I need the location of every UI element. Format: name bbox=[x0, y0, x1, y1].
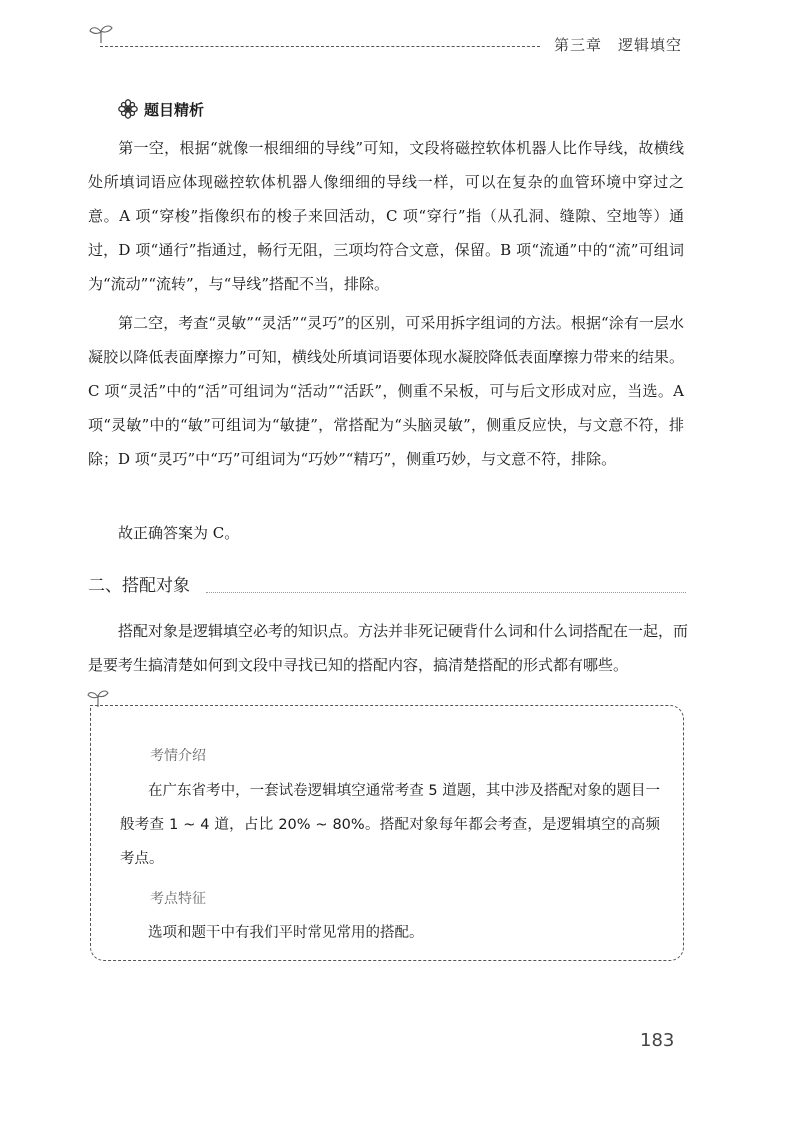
answer-line: 故正确答案为 C。 bbox=[118, 524, 240, 542]
section-title-divider bbox=[206, 592, 686, 593]
analysis-paragraph-2-text: 第二空，考查“灵敏”“灵活”“灵巧”的区别，可采用拆字组词的方法。根据“涂有一层水凝胶以降低表面摩擦力”可知，横线处所填词语要体现水凝胶降低表面摩擦力带来的结果。C 项“灵活”中的“活”可组词为“活动”“活跃”，侧重不呆板，可与后文形成对应，当选。A 项“灵敏”中的“敏”可组词为“敏捷”，常搭配为“头脑灵敏”，侧重反应快，与文意不符，排除；D 项“灵巧”中“巧”可组词为“巧妙”“精巧”，侧重巧妙，与文意不符，排除。 bbox=[88, 314, 684, 468]
analysis-paragraph-1 bbox=[88, 131, 684, 301]
analysis-heading bbox=[118, 98, 204, 120]
exam-intro-text bbox=[120, 774, 660, 876]
analysis-paragraph-2 bbox=[88, 306, 684, 476]
section-intro bbox=[88, 614, 688, 682]
exam-intro-text-content: 在广东省考中，一套试卷逻辑填空通常考查 5 道题，其中涉及搭配对象的题目一般考查 1 ~ 4 道，占比 20% ~ 80%。搭配对象每年都会考查，是逻辑填空的高频考点。 bbox=[120, 783, 660, 867]
section-label: 逻辑填空 bbox=[618, 36, 683, 54]
analysis-heading-label: 题目精析 bbox=[144, 100, 205, 119]
feature-label: 考点特征 bbox=[150, 891, 206, 907]
section-intro-text: 搭配对象是逻辑填空必考的知识点。方法并非死记硬背什么词和什么词搭配在一起，而是要考生搞清楚如何到文段中寻找已知的搭配内容，搞清楚搭配的形式都有哪些。 bbox=[88, 622, 689, 674]
section-title: 二、搭配对象 bbox=[88, 576, 190, 596]
sprout-icon bbox=[88, 22, 114, 44]
chapter-label: 第三章 bbox=[554, 36, 603, 54]
header-divider bbox=[100, 46, 540, 47]
page-number: 183 bbox=[640, 1030, 675, 1051]
exam-intro-label: 考情介绍 bbox=[150, 748, 206, 764]
running-header bbox=[554, 34, 682, 55]
feature-text-content: 选项和题干中有我们平时常见常用的搭配。 bbox=[148, 925, 424, 941]
analysis-paragraph-1-text: 第一空，根据“就像一根细细的导线”可知，文段将磁控软体机器人比作导线，故横线处所填词语应体现磁控软体机器人像细细的导线一样，可以在复杂的血管环境中穿过之意。A 项“穿梭”指像织布的梭子来回活动，C 项“穿行”指（从孔洞、缝隙、空地等）通过，D 项“通行”指通过，畅行无阻，三项均符合文意，保留。B 项“流通”中的“流”可组词为“流动”“流转”，与“导线”搭配不当，排除。 bbox=[88, 139, 684, 293]
feature-text bbox=[120, 916, 660, 950]
flower-icon bbox=[118, 99, 138, 119]
page-header bbox=[0, 0, 800, 70]
